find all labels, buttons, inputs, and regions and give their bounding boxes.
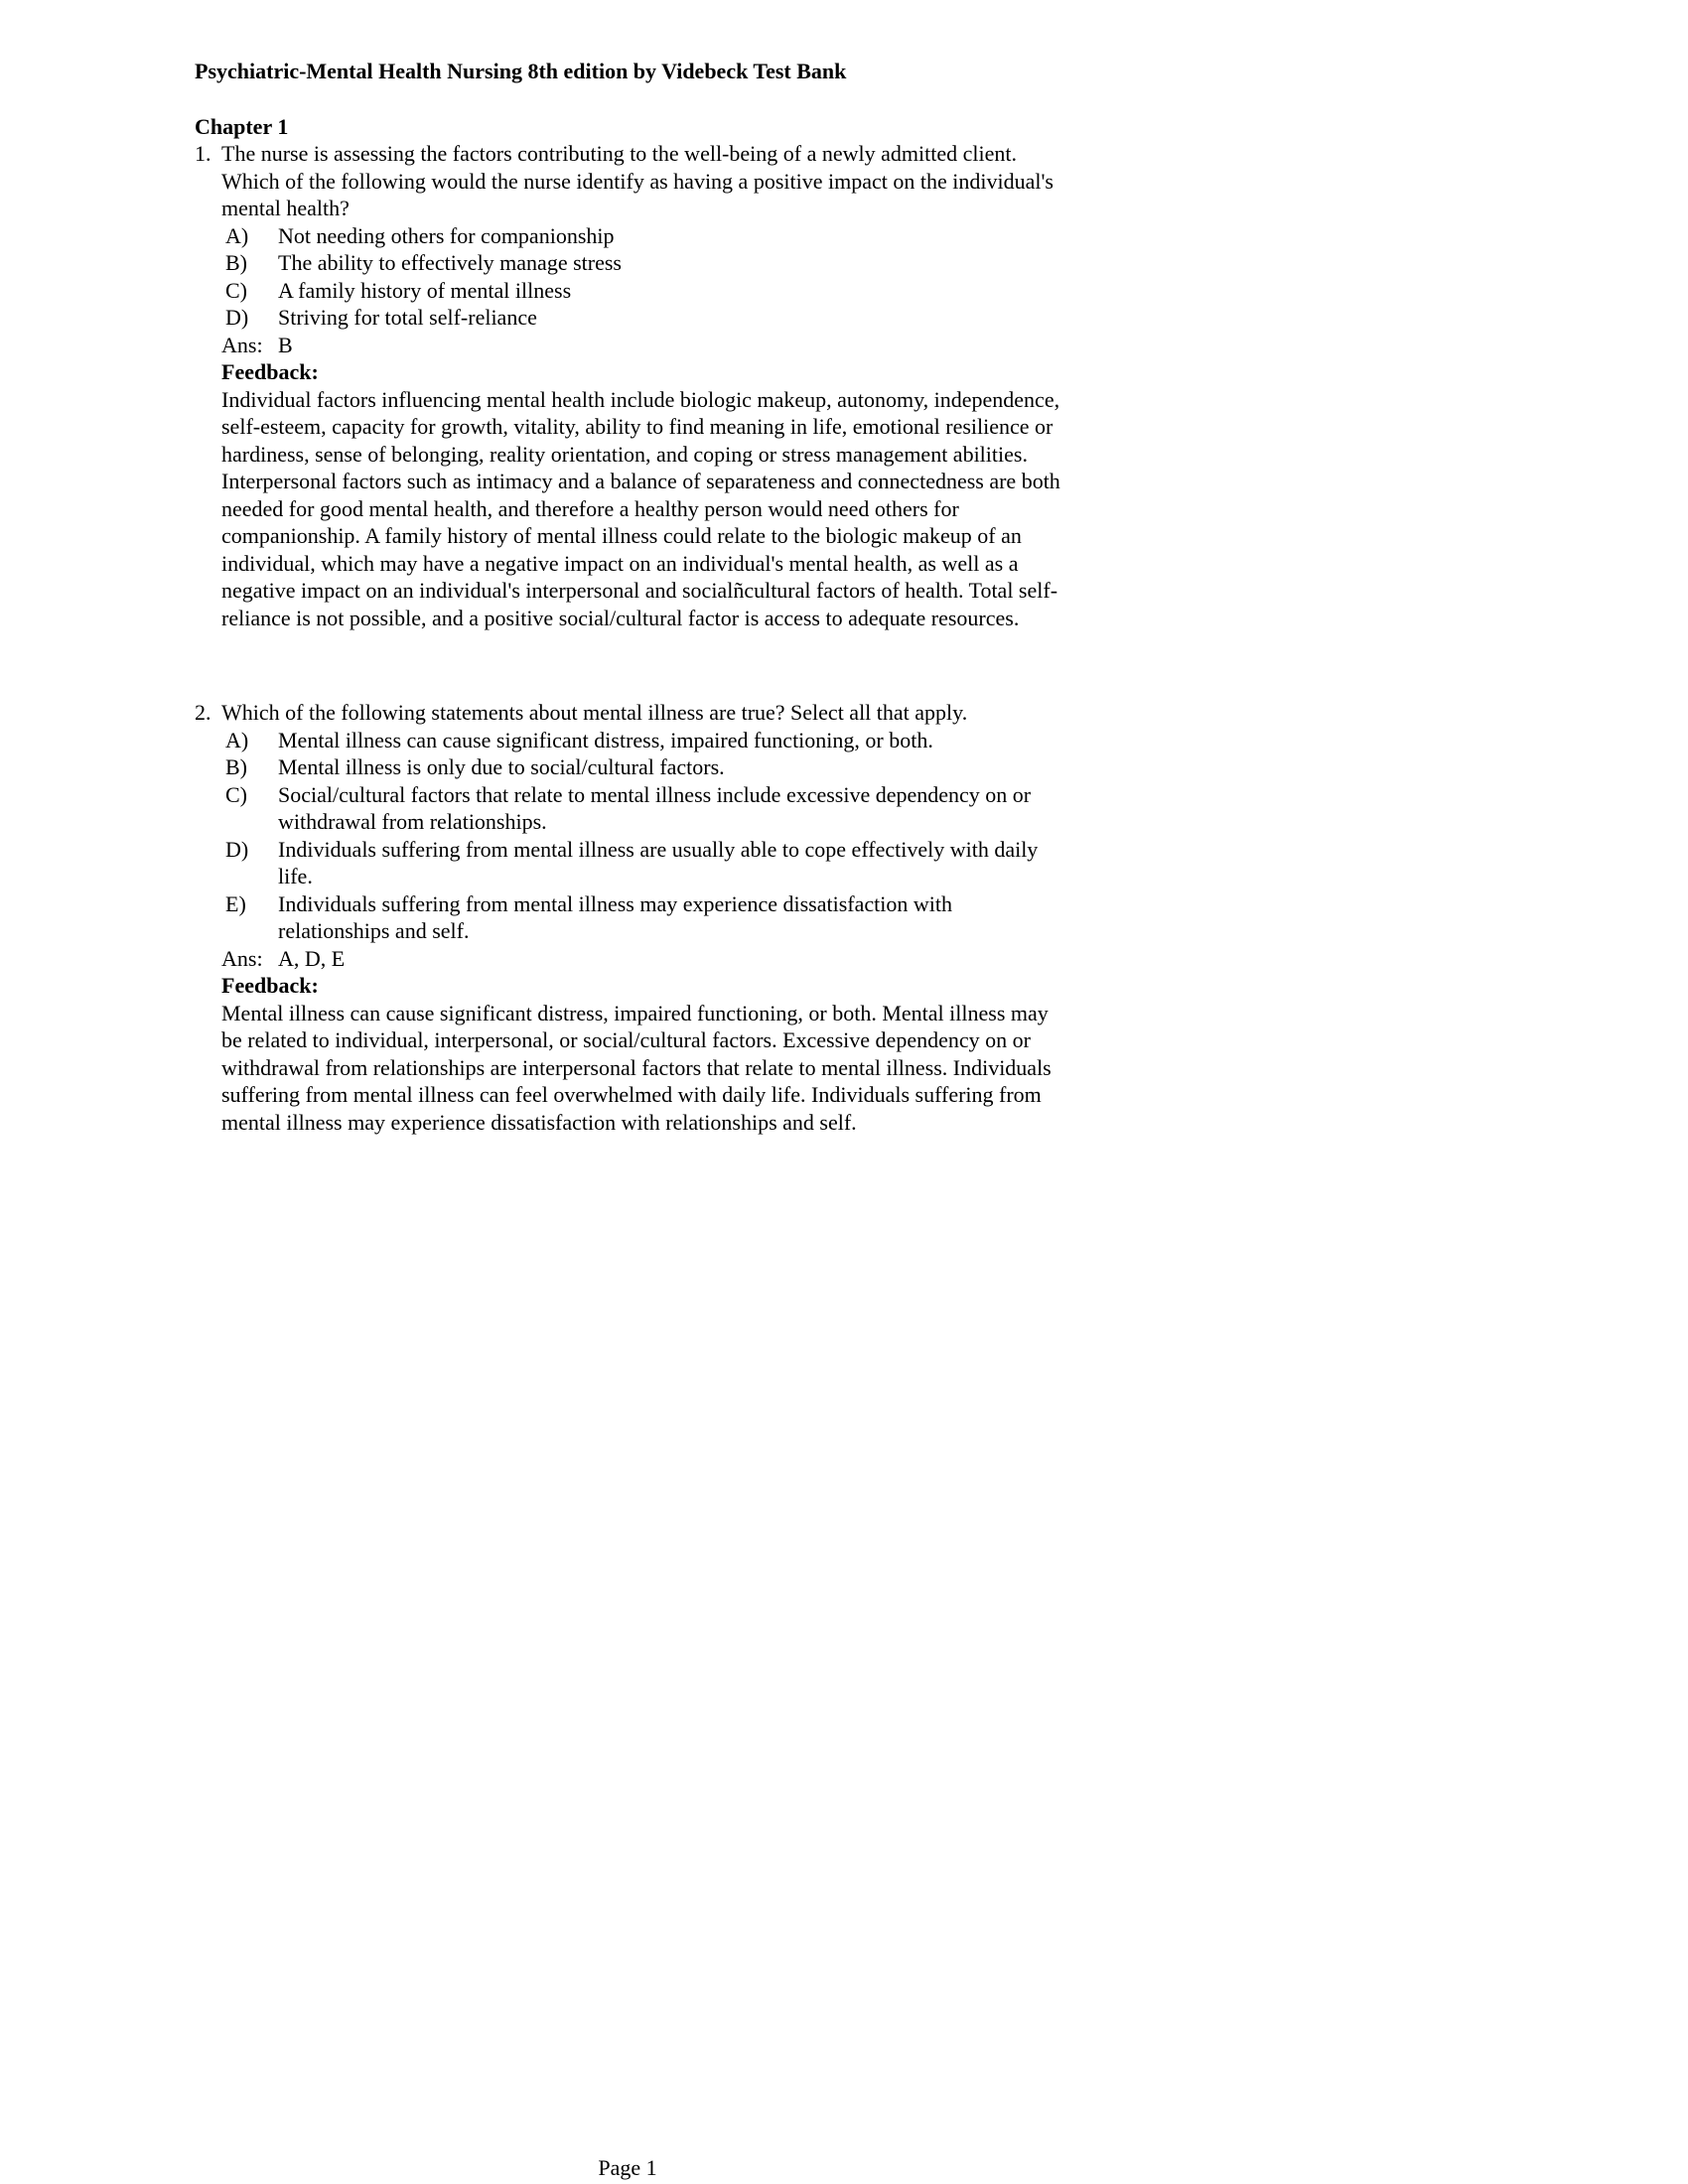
answer-label: Ans:	[221, 945, 263, 971]
question-2	[195, 699, 1060, 1136]
option-text: A family history of mental illness	[278, 277, 572, 303]
chapter-heading: Chapter 1	[195, 113, 289, 139]
page-content	[195, 58, 1060, 1136]
answer-value: B	[278, 332, 293, 357]
option-text: Social/cultural factors that relate to mental illness include excessive dependency on or withdrawal from relationships.	[278, 781, 1032, 834]
option-text: Mental illness is only due to social/cultural factors.	[278, 754, 725, 779]
question-1-option-b	[221, 249, 1060, 277]
question-1-option-d	[221, 304, 1060, 332]
answer-label: Ans:	[221, 332, 263, 357]
question-1-feedback-label: Feedback:	[221, 359, 319, 384]
option-text: Not needing others for companionship	[278, 222, 615, 248]
option-text: The ability to effectively manage stress	[278, 250, 622, 275]
option-text: Individuals suffering from mental illness may experience dissatisfaction with relationships and self.	[278, 890, 952, 943]
page-footer: Page 1	[598, 2155, 657, 2180]
option-label: D)	[225, 836, 249, 862]
question-2-feedback-text: Mental illness can cause significant distress, impaired functioning, or both. Mental illness may be related to individual, interpersonal, or social/cultural factors. Excessive dependency on or withdrawal from relationships are interpersonal factors that relate to mental illness. Individuals suffering from mental illness can feel overwhelmed with daily life. Individuals suffering from mental illness may experience dissatisfaction with relationships and self.	[221, 1000, 1052, 1135]
question-1-body	[221, 140, 1060, 631]
question-1-number: 1.	[195, 141, 211, 166]
option-text: Mental illness can cause significant distress, impaired functioning, or both.	[278, 727, 933, 752]
option-text: Striving for total self-reliance	[278, 305, 537, 330]
question-2-option-c	[221, 781, 1060, 836]
option-label: C)	[225, 277, 247, 303]
question-2-option-a	[221, 727, 1060, 754]
answer-value: A, D, E	[278, 945, 346, 971]
question-2-number: 2.	[195, 700, 211, 725]
question-1	[195, 140, 1060, 631]
question-2-body	[221, 699, 1060, 1136]
option-label: B)	[225, 754, 247, 779]
option-label: A)	[225, 727, 249, 752]
question-2-stem: Which of the following statements about mental illness are true? Select all that apply.	[221, 700, 968, 725]
option-label: A)	[225, 222, 249, 248]
question-1-option-a	[221, 222, 1060, 250]
question-1-answer-row	[221, 332, 1060, 359]
option-label: D)	[225, 305, 249, 330]
question-2-answer-row	[221, 945, 1060, 973]
question-2-option-e	[221, 890, 1060, 945]
document-title: Psychiatric-Mental Health Nursing 8th edition by Videbeck Test Bank	[195, 59, 847, 83]
option-label: E)	[225, 890, 246, 916]
question-2-option-b	[221, 753, 1060, 781]
question-2-option-d	[221, 836, 1060, 890]
option-label: B)	[225, 250, 247, 275]
question-1-option-c	[221, 277, 1060, 305]
question-1-stem: The nurse is assessing the factors contributing to the well-being of a newly admitted client. Which of the following would the nurse identify as having a positive impact on the individual's mental health?	[221, 141, 1054, 220]
question-2-feedback-label: Feedback:	[221, 973, 319, 998]
option-text: Individuals suffering from mental illness are usually able to cope effectively with daily life.	[278, 836, 1039, 888]
option-label: C)	[225, 781, 247, 807]
question-1-feedback-text: Individual factors influencing mental health include biologic makeup, autonomy, independence, self-esteem, capacity for growth, vitality, ability to find meaning in life, emotional resilience or hardiness, sense of belonging, reality orientation, and coping or stress management abilities. Interpersonal factors such as intimacy and a balance of separateness and connectedness are both needed for good mental health, and therefore a healthy person would need others for companionship. A family history of mental illness could relate to the biologic makeup of an individual, which may have a negative impact on an individual's mental health, as well as a negative impact on an individual's interpersonal and socialñcultural factors of health. Total self-reliance is not possible, and a positive social/cultural factor is access to adequate resources.	[221, 386, 1060, 630]
